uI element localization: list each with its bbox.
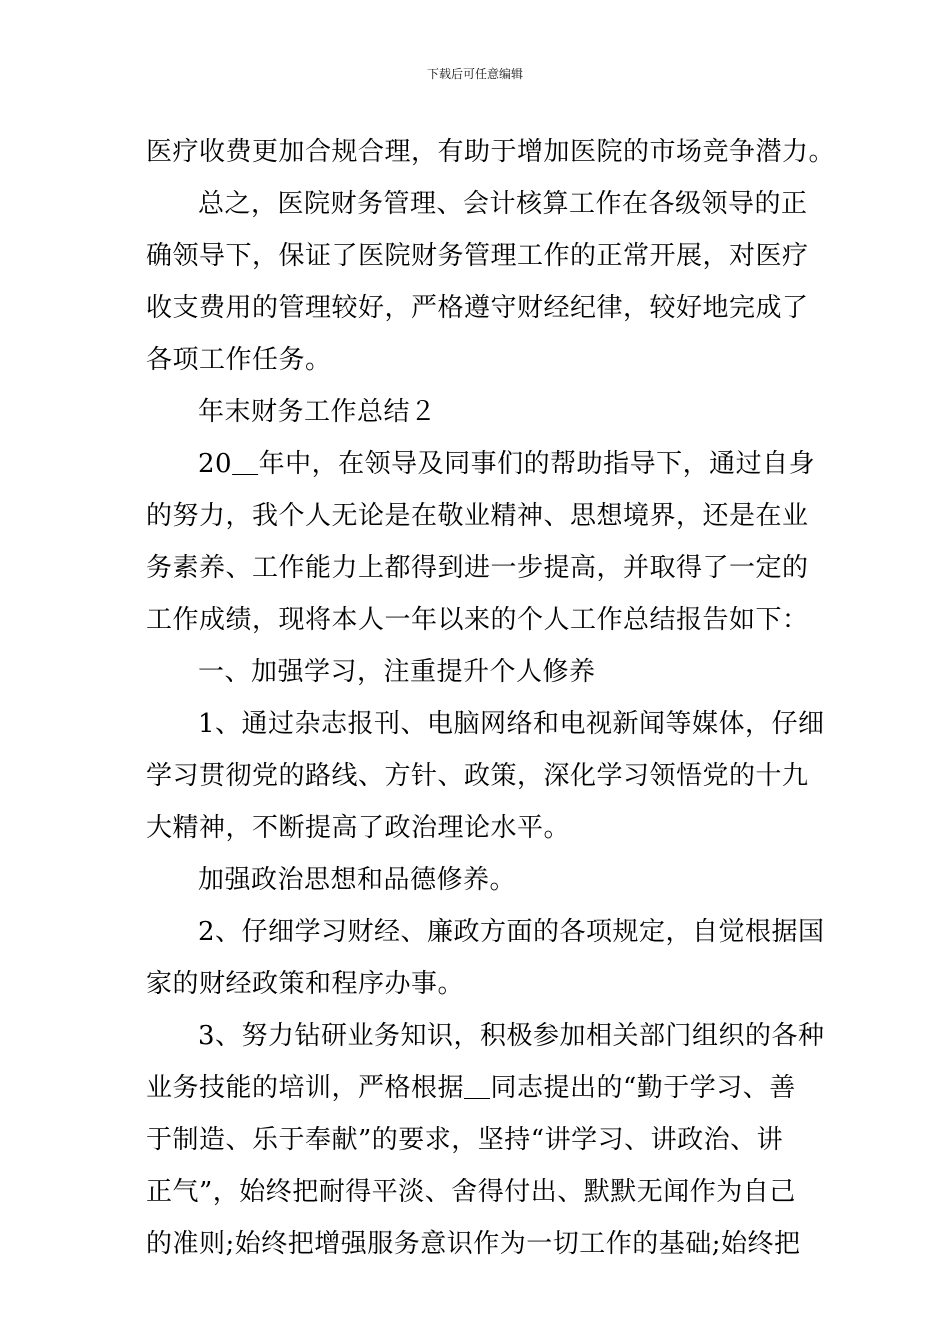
text-line: 家的财经政策和程序办事。 [146, 969, 465, 999]
text-line: 正气”，始终把耐得平淡、舍得付出、默默无闻作为自己 [146, 1177, 796, 1207]
text-line: 各项工作任务。 [146, 345, 332, 375]
text-line: 总之，医院财务管理、会计核算工作在各级领导的正 [198, 189, 808, 219]
document-body [146, 126, 836, 1270]
text-line: 3、努力钻研业务知识，积极参加相关部门组织的各种 [198, 1021, 825, 1051]
text-line: 加强政治思想和品德修养。 [198, 865, 517, 895]
text-line: 于制造、乐于奉献”的要求，坚持“讲学习、讲政治、讲 [146, 1125, 784, 1155]
text-line: 的努力，我个人无论是在敬业精神、思想境界，还是在业 [146, 501, 809, 531]
subsection-heading: 一、加强学习，注重提升个人修养 [198, 657, 596, 687]
text-line: 学习贯彻党的路线、方针、政策，深化学习领悟党的十九 [146, 761, 809, 791]
text-line: 大精神，不断提高了政治理论水平。 [146, 813, 571, 843]
text-line: 医疗收费更加合规合理，有助于增加医院的市场竞争潜力。 [146, 137, 836, 167]
text-line: 2、仔细学习财经、廉政方面的各项规定，自觉根据国 [198, 917, 825, 947]
text-line: 收支费用的管理较好，严格遵守财经纪律，较好地完成了 [146, 293, 809, 323]
text-line: 的准则;始终把增强服务意识作为一切工作的基础;始终把 [146, 1229, 801, 1259]
text-line: 20＿年中，在领导及同事们的帮助指导下，通过自身 [198, 449, 816, 479]
text-line: 1、通过杂志报刊、电脑网络和电视新闻等媒体，仔细 [198, 709, 825, 739]
text-line: 务素养、工作能力上都得到进一步提高，并取得了一定的 [146, 553, 809, 583]
text-line: 业务技能的培训，严格根据＿同志提出的“勤于学习、善 [146, 1073, 796, 1103]
text-line: 确领导下，保证了医院财务管理工作的正常开展，对医疗 [146, 241, 809, 271]
section-heading: 年末财务工作总结２ [198, 397, 437, 427]
header-note: 下载后可任意编辑 [426, 67, 523, 81]
text-line: 工作成绩，现将本人一年以来的个人工作总结报告如下： [146, 605, 809, 635]
